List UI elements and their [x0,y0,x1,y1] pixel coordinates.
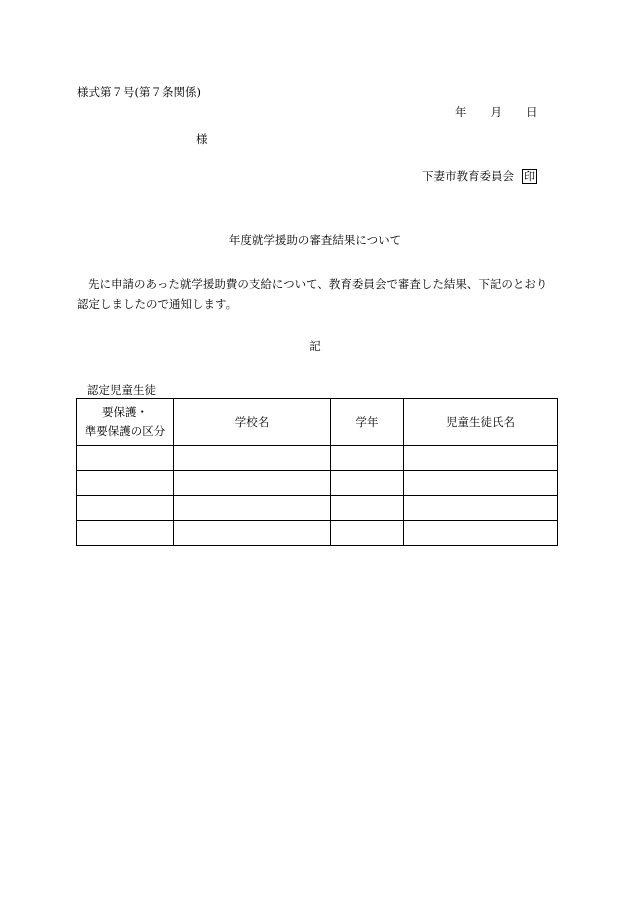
certified-students-table [76,398,558,546]
body-text: 先に申請のあった就学援助費の支給について、教育委員会で審査した結果、下記のとおり認定しましたので通知します。 [77,277,548,311]
table-cell[interactable] [404,446,558,471]
header-grade: 学年 [331,399,404,446]
table-cell[interactable] [331,446,404,471]
date-month-label: 月 [490,105,502,119]
issuer-name: 下妻市教育委員会 [422,169,514,183]
table-cell[interactable] [331,496,404,521]
table-cell[interactable] [174,471,331,496]
ki-heading: 記 [309,339,321,353]
table-cell[interactable] [404,521,558,546]
document-title: 年度就学援助の審査結果について [228,233,402,247]
table-caption: 認定児童生徒 [87,383,156,397]
header-student-name: 児童生徒氏名 [404,399,558,446]
date-day-label: 日 [526,105,538,119]
table-header-row [77,399,558,446]
table-row [77,496,558,521]
table-cell[interactable] [77,446,174,471]
recipient-suffix: 様 [196,132,208,146]
table-cell[interactable] [331,521,404,546]
date-year-label: 年 [455,105,467,119]
table-cell[interactable] [77,471,174,496]
table-cell[interactable] [174,446,331,471]
form-number: 様式第７号(第７条関係) [77,85,201,99]
seal-mark: 印 [524,170,535,183]
table-cell[interactable] [404,471,558,496]
table-cell[interactable] [404,496,558,521]
issuer [422,168,537,184]
header-category [77,399,174,446]
header-category-line2: 準要保護の区分 [84,424,166,438]
header-category-line1: 要保護・ [102,405,148,419]
table-row [77,446,558,471]
date-line [455,104,538,120]
header-school: 学校名 [174,399,331,446]
table-cell[interactable] [174,496,331,521]
table-row [77,521,558,546]
table-row [77,471,558,496]
table-cell[interactable] [331,471,404,496]
table-cell[interactable] [77,521,174,546]
table-cell[interactable] [174,521,331,546]
table-cell[interactable] [77,496,174,521]
